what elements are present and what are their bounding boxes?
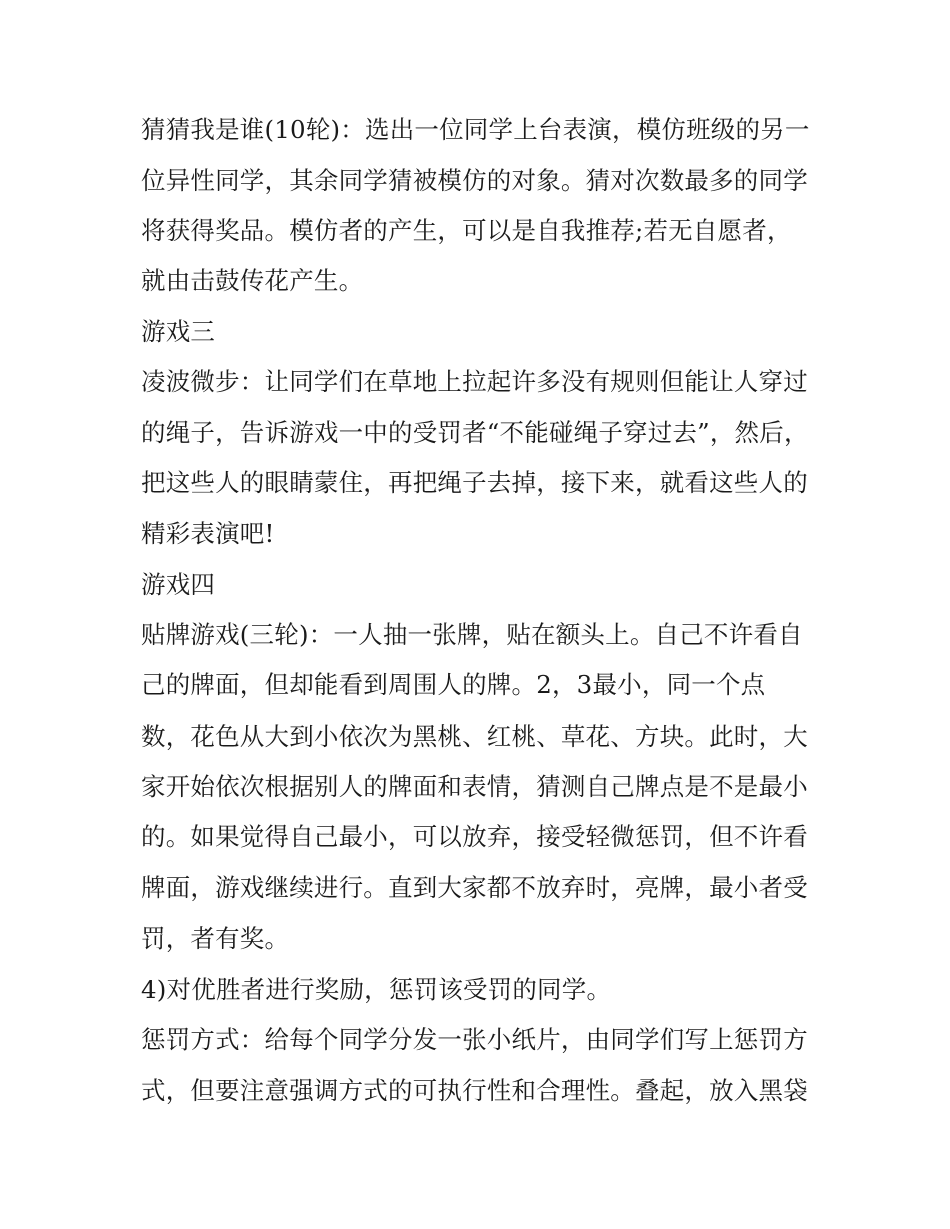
text-line: 惩罚方式：给每个同学分发一张小纸片，由同学们写上惩罚方 bbox=[141, 1025, 808, 1054]
section-heading: 游戏三 bbox=[141, 317, 216, 346]
text-line: 罚，者有奖。 bbox=[141, 924, 290, 953]
text-line: 就由击鼓传花产生。 bbox=[141, 266, 364, 295]
text-line: 式，但要注意强调方式的可执行性和合理性。叠起，放入黑袋 bbox=[141, 1076, 808, 1105]
text-line: 贴牌游戏(三轮)：一人抽一张牌，贴在额头上。自己不许看自 bbox=[141, 620, 803, 649]
text-line: 位异性同学，其余同学猜被模仿的对象。猜对次数最多的同学 bbox=[141, 166, 808, 195]
text-line: 数，花色从大到小依次为黑桃、红桃、草花、方块。此时，大 bbox=[141, 722, 808, 751]
text-line: 4)对优胜者进行奖励，惩罚该受罚的同学。 bbox=[141, 975, 612, 1004]
text-line: 的。如果觉得自己最小，可以放弃，接受轻微惩罚，但不许看 bbox=[141, 822, 808, 851]
text-line: 精彩表演吧! bbox=[141, 519, 275, 548]
section-heading: 游戏四 bbox=[141, 570, 216, 599]
text-line: 家开始依次根据别人的牌面和表情，猜测自己牌点是不是最小 bbox=[141, 772, 808, 801]
text-line: 的绳子，告诉游戏一中的受罚者“不能碰绳子穿过去”，然后， bbox=[141, 418, 809, 447]
text-line: 猜猜我是谁(10轮)：选出一位同学上台表演，模仿班级的另一 bbox=[141, 115, 810, 144]
text-line: 己的牌面，但却能看到周围人的牌。2，3最小，同一个点 bbox=[141, 670, 766, 699]
text-line: 牌面，游戏继续进行。直到大家都不放弃时，亮牌，最小者受 bbox=[141, 873, 808, 902]
text-line: 把这些人的眼睛蒙住，再把绳子去掉，接下来，就看这些人的 bbox=[141, 468, 808, 497]
text-line: 凌波微步：让同学们在草地上拉起许多没有规则但能让人穿过 bbox=[141, 367, 808, 396]
text-line: 将获得奖品。模仿者的产生，可以是自我推荐;若无自愿者， bbox=[141, 216, 792, 245]
